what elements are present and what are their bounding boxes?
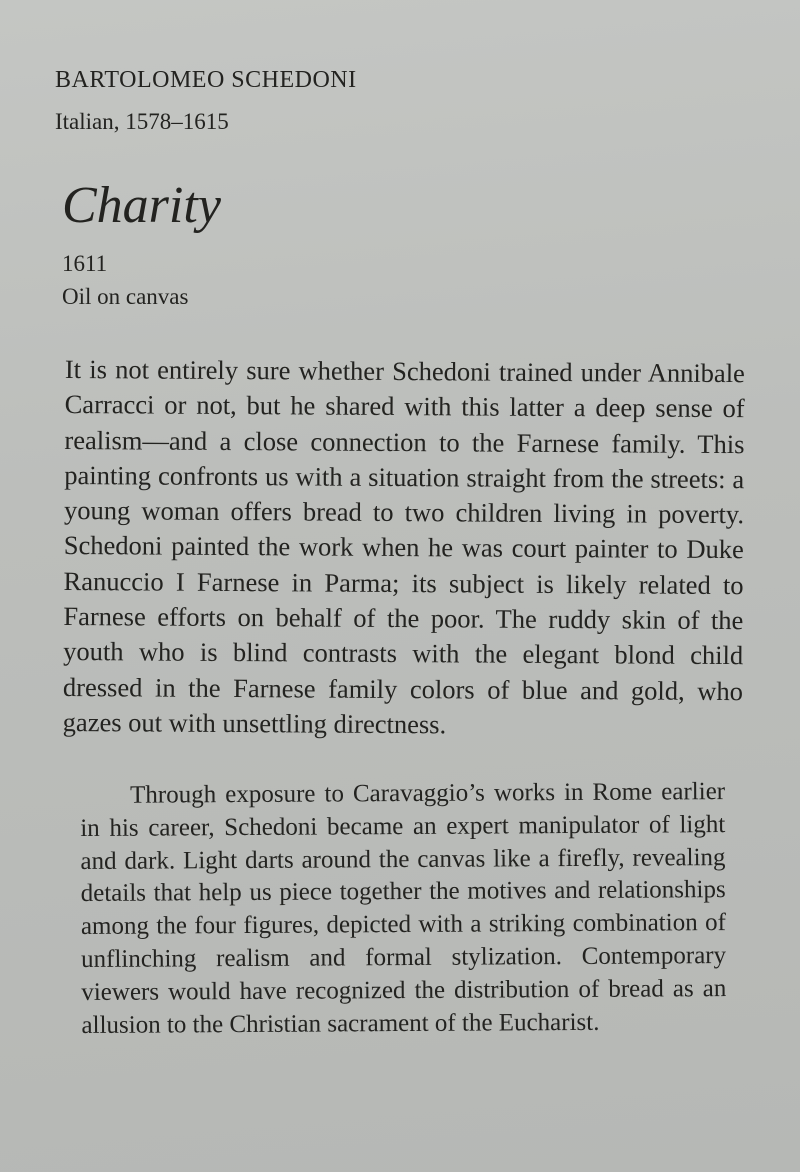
artist-nationality-dates: Italian, 1578–1615 [55, 109, 229, 134]
artwork-medium: Oil on canvas [62, 284, 189, 309]
description-paragraph-1: It is not entirely sure whether Schedoni trained under Annibale Carracci or not, but he shared with this latter a deep sense of realism—and a close connection to the Farnese family. This painting confronts us with a situation straight from the streets: a young woman offers bread to two children living in poverty. Schedoni painted the work when he was court painter to Duke Ranuccio I Farnese in Parma; its subject is likely related to Farnese efforts on behalf of the poor. The ruddy skin of the youth who is blind contrasts with the elegant blond child dressed in the Farnese family colors of blue and gold, who gazes out with unsettling directness. [62, 353, 745, 740]
description-paragraph-2: Through exposure to Caravaggio’s works in Rome earlier in his career, Schedoni became an expert manipulator of light and dark. Light darts around the canvas like a firefly, revealing details that help us piece together the motives and relationships among the four figures, depicted with a striking combination of unflinching realism and formal stylization. Contemporary viewers would have recognized the distribution of bread as an allusion to the Christian sacrament of the Eucharist. [80, 778, 727, 1039]
artwork-title: Charity [62, 177, 221, 234]
artist-name: BARTOLOMEO SCHEDONI [55, 67, 357, 93]
artwork-date: 1611 [62, 251, 108, 276]
